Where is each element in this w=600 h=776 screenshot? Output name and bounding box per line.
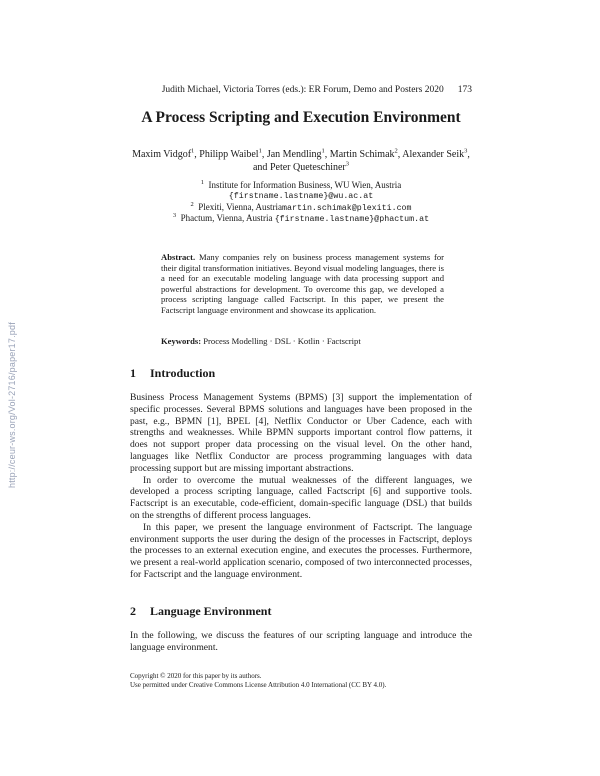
keywords-label: Keywords: (161, 336, 202, 346)
author-list (130, 148, 472, 174)
affiliation-1: $^1$ Institute for Information Business, WU Wien, Austria {firstname.lastname}@wu.ac.at (130, 180, 472, 202)
running-head-text: Judith Michael, Victoria Torres (eds.): ER Forum, Demo and Posters 2020 (161, 85, 444, 95)
license-line: Use permitted under Creative Commons License Attribution 4.0 International (CC BY 4.0). (130, 681, 387, 689)
affiliation-2: $^2$ Plexiti, Vienna, Austriamartin.schimak@plexiti.com (190, 201, 412, 213)
author: Jan Mendling$^1$, (266, 147, 330, 160)
section-body-introduction (130, 392, 472, 581)
affiliation-email: {firstname.lastname}@wu.ac.at (228, 192, 374, 201)
keywords-text: Process Modelling · DSL · Kotlin · Factscript (203, 336, 361, 346)
abstract-label: Abstract. (161, 252, 196, 262)
side-url-stamp: http://ceur-ws.org/Vol-2716/paper17.pdf (7, 322, 17, 488)
copyright-line: Copyright © 2020 for this paper by its authors. (130, 672, 262, 680)
author: Philipp Waibel$^1$, (199, 147, 267, 160)
abstract-text: Many companies rely on business process management systems for their digital transformation initiatives. Beyond visual modeling languages, there is a need for an executable modeling language with data processing support and powerful abstractions for development. To overcome this gap, we developed a process scripting language called Factscript. In this paper, we present the Factscript language environment and showcase its application. (161, 252, 445, 315)
paper-title: A Process Scripting and Execution Environment (141, 109, 461, 126)
section-body-language-environment (130, 630, 472, 654)
author: Peter Queteschiner$^3$ (269, 160, 349, 173)
paragraph: In this paper, we present the language environment of Factscript. The language environment supports the user during the design of the processes in Factscript, deploys the processes to an external execution engine, and executes the processes. Furthermore, we present a real-world application scenario, composed of two interconnected processes, for Factscript and the language environment. (130, 521, 472, 580)
section-heading-introduction: 1 Introduction (130, 366, 216, 380)
running-header (130, 84, 472, 96)
author: Maxim Vidgof$^1$, (132, 147, 200, 160)
paragraph: In the following, we discuss the features of our scripting language and introduce the language environment. (130, 630, 472, 653)
author: Martin Schimak$^2$, (329, 147, 403, 160)
affiliation-3: $^3$ Phactum, Vienna, Austria {firstname.lastname}@phactum.at (172, 212, 430, 224)
paragraph: Business Process Management Systems (BPMS) [3] support the implementation of specific processes. Several BPMS solutions and languages have been proposed in the past, e.g., BPMN [1], BPEL [4], Netflix Conductor or Uber Cadence, each with strengths and weaknesses. While BPMN supports important control flow patterns, it does not support proper data processing on the visual level. On the other hand, languages like Netflix Conductor are process programming languages with data processing support but are missing important abstractions. (130, 392, 472, 474)
copyright-footer (130, 672, 472, 690)
author: Alexander Seik$^3$, and (252, 147, 470, 173)
affiliation-email: {firstname.lastname}@phactum.at (274, 215, 430, 224)
paragraph: In order to overcome the mutual weaknesses of the different languages, we developed a process scripting language, called Factscript [6] and supportive tools. Factscript is an executable, code-efficient, domain-specific language (DSL) that builds on the strengths of different process languages. (130, 474, 472, 521)
abstract (161, 252, 444, 316)
section-heading-language-environment: 2 Language Environment (130, 604, 272, 618)
keywords (161, 336, 444, 347)
page-number: 173 (457, 85, 472, 95)
affiliation-email: martin.schimak@plexiti.com (282, 204, 412, 213)
